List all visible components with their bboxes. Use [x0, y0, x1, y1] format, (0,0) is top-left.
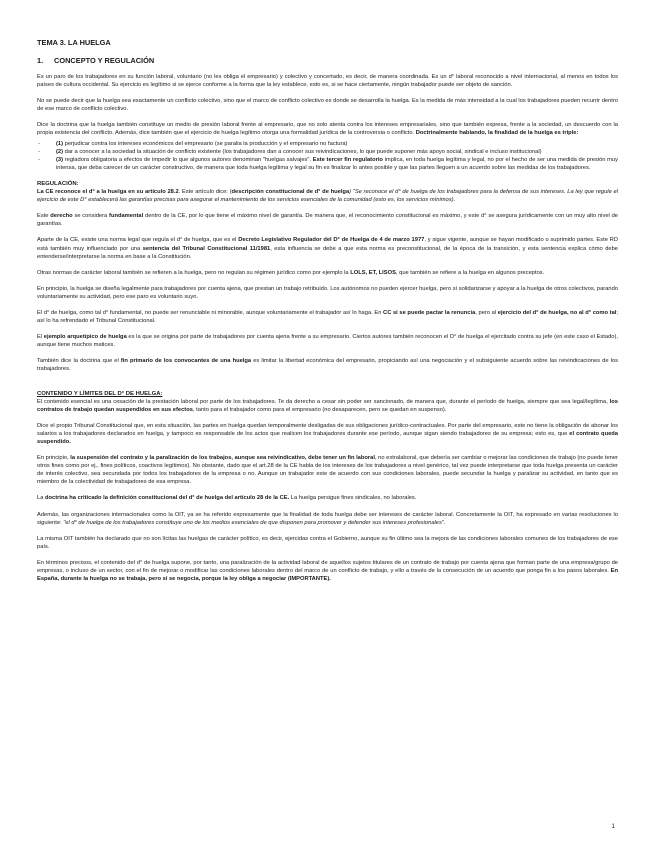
- paragraph-definition: Es un paro de los trabajadores en su función laboral, voluntario (no les obliga el empresario) y colectivo y concertado, es decir, de manera coordinada. Es un d° laboral reconocido a nivel internacional, al menos en todos los países de cultura occidental. Su ejercicio es legítimo si se ejerce conforme a la forma que la ley establece, esto es, si se hace ciertamente, ningún trabajador puede ser objeto de sanción.: [37, 74, 618, 89]
- content-heading: CONTENIDO Y LÍMITES DEL D° DE HUELGA:: [37, 390, 163, 397]
- paragraph-precise-terms: En términos precisos, el contenido del d° de huelga supone, por tanto, una paralización de la actividad laboral de aquellos sujetos titulares de un contrato de trabajo por cuenta ajena que forman parte de una empresa/grupo de empresas, o incluso de un sector, con el fin de mejorar o modificar las condiciones laborales dentro del marco de un conflicto de trabajo, y ello a través de la consecución de un acuerdo que ponga fin a los pasos laborales. En España, durante la huelga no se trabaja, pero sí se negocia, porque la ley obliga a negociar (IMPORTANTE).: [37, 559, 618, 583]
- paragraph-archetype: El ejemplo arquetípico de huelga es la que se origina por parte de trabajadores por cuenta ajena frente a su empresario. Ciertos autores también reconocen el D° de huelga el ejercitado contra su jefe (en este caso el Estado), aunque tiene muchos matices.: [37, 334, 618, 349]
- section-number: 1.: [37, 56, 44, 65]
- section-heading: [37, 56, 618, 65]
- section-title: CONCEPTO Y REGULACIÓN: [54, 56, 155, 65]
- paragraph-political-strikes: La misma OIT también ha declarado que no son lícitas las huelgas de carácter político, es decir, ejercidas contra el Gobierno, aunque su fin último sea la mejora de las condiciones laborales comunes de los trabajadores de ese país.: [37, 535, 618, 550]
- purpose-item: - (3) regladora obligatoria a efectos de impedir lo que algunos autores denominan "huelgas salvajes". Este tercer fin regulatorio implica, en toda huelga legítima y legal, no por el hecho de ser una medida de presión muy intensa, que deba carecer de un carácter constructivo, de manera que toda huelga legítima y legal su fin es finalizar lo antes posible y que las partes lleguen a un acuerdo sobre las medidas de los trabajadores.: [38, 156, 618, 171]
- purpose-item: - (1) perjudicar contra los intereses económicos del empresario (se paralia la producción y el empresario no factura): [38, 140, 348, 147]
- paragraph-other-norms: Otras normas de carácter laboral también se refieren a la huelga, pero no regulan su régimen jurídico como por ejemplo la LOLS, ET, LISOS, que también se refiere a la huelga en algunos preceptos.: [37, 269, 545, 276]
- paragraph-labour-aim: En principio, la suspensión del contrato y la paralización de los trabajos, aunque sea reivindicativo, debe tener un fin laboral, no extralaboral, que debería ser cambiar o mejorar las condiciones de trabajo (no puede tener otros fines como por ej., fines políticos, coactivos legítimos). No obstante, dado que el art.28 de la CE habla de los intereses de los trabajadores a nivel genérico, tal vez puede interpretarse que toda huelga presenta un carácter de interés colectivo, sea secundada por todos los trabajadores de la empresa o no. Aunque un trabajador este de acuerdo con sus condiciones laborales, puede secundar la huelga y paralizar su actividad, en tanto que es miembro de la colectividad de trabajadores de esa empresa.: [37, 455, 618, 486]
- purpose-list: [37, 140, 618, 172]
- paragraph-self-employed: En principio, la huelga se diseña legalmente para trabajadores por cuenta ajena, que prestan un trabajo retribuido. Los autónomos no pueden ejercer huelga, pero sí solidarizarse y apoyar a la huelga de otros colectivos, parando voluntariamente su actividad, pero ese paro es voluntario suyo.: [37, 285, 618, 300]
- paragraph-decree: Aparte de la CE, existe una norma legal que regula el d° de huelga, que es el Decreto Legislativo Regulador del D° de Huelga de 4 de marzo 1977, y sigue vigente, aunque se hayan modificado o suprimido partes. Este RD está también muy influenciado por una sentencia del Tribunal Constitucional 11/1981, esta influencia se debe a que esta norma es preconstitucional, de la época de la transición, y esta sentencia explica cómo debe entenderse/interpretarse la norma en base a la Constitución.: [37, 237, 618, 260]
- page-number: 1: [611, 823, 615, 830]
- document-title: TEMA 3. LA HUELGA: [37, 38, 111, 47]
- paragraph-tribunal: Dice el propio Tribunal Constitucional que, en esta situación, las partes en huelga quedan temporalmente desligadas de sus obligaciones jurídico-contractuales. Por parte del empresario, este no tiene la obligación de abonar los salarios a los trabajadores declarados en huelga, y tampoco es responsable de los actos que realicen los trabajadores durante ese período, aunque sigan siendo trabajadores de su empresa; esto es, que el contrato queda suspendido.: [37, 422, 618, 445]
- paragraph-doctrine: Dice la doctrina que la huelga también constituye un medio de presión laboral frente al empresario, que no solo atenta contra los intereses empresariales, sino que también expresa, frente a la sociedad, un descuerdo con la propia existencia del conflicto. Además, dice también que el ejercicio de huelga legítimo otorga una formalidad jurídica de la controversia o conflicto. Doctrinalmente hablando, la finalidad de la huelga es triple:: [37, 122, 618, 137]
- doctrine-emphasis: Doctrinalmente hablando, la finalidad de la huelga es triple:: [415, 130, 579, 137]
- paragraph-renunciation: El d° de huelga, como tal d° fundamental, no puede ser renunciable ni minorable, aunque voluntariamente el trabajador así lo haga. En CC si se puede pactar la renuncia, pero al ejercicio del d° de huelga, no al d° como tal; así lo ha refrendado el Tribunal Constitucional.: [37, 309, 618, 325]
- paragraph-criticism: La doctrina ha criticado la definición constitucional del d° de huelga del artículo 28 de la CE. La huelga persigue fines sindicales, no laborales.: [37, 495, 417, 502]
- paragraph-constitution: La CE reconoce el d° a la huelga en su artículo 28.2. Este artículo dice: (descripción constitucional de d° de huelga) "Se reconoce el d° de huelga de los trabajadores para la defensa de sus intereses. La ley que regule el ejercicio de este D° establecerá las garantías precisas para asegurar el mantenimiento de los servicios esenciales de la comunidad (esto es, los servicios mínimos).: [37, 189, 618, 204]
- paragraph-primary-aim: También dice la doctrina que el fin primario de los convocantes de una huelga es limitar la libertad económica del empresario, propiciando así una negociación y el subsiguiente acuerdo sobre las reivindicaciones de los trabajadores.: [37, 358, 618, 373]
- purpose-item: - (2) dar a conocer a la sociedad la situación de conflicto existente (los trabajadores dan a conocer sus reivindicaciones, lo que puede suponer más apoyo social, sindical e incluso institucional): [38, 148, 542, 155]
- paragraph-oit: Además, las organizaciones internacionales como la OIT, ya se ha referido expresamente que la finalidad de toda huelga debe ser intereses de carácter laboral. Concretamente la OIT, ha expresado en varias resoluciones lo siguiente: "el d° de huelga de los trabajadores constituye uno de los medios esenciales de que disponen para promover y defender sus intereses profesionales".: [37, 511, 618, 526]
- paragraph-fundamental-right: Este derecho se considera fundamental dentro de la CE, por lo que tiene el máximo nivel de garantía. De manera que, el reconocimiento constitucional es máximo, y este d° se asegura jurídicamente con un muy alto nivel de garantías.: [37, 213, 618, 228]
- paragraph-essential-content: El contenido esencial es una cesación de la prestación laboral por parte de los trabajadores. Te da derecho a cesar sin poder ser sancionado, de manera que, durante el período de huelga, siempre que sea legal/legítima, los contratos de trabajo quedan suspendidos en sus efectos, tanto para el trabajador como para el empresario (no desaparecen, pero se quedan en suspenso).: [37, 398, 618, 413]
- regulation-heading: REGULACIÓN:: [37, 180, 79, 187]
- paragraph-conflict: No se puede decir que la huelga sea exactamente un conflicto colectivo, sino que el marco de conflicto colectivo es donde se desarrolla la huelga. Es la medida de más intensidad a la cual los trabajadores pueden recurrir dentro de ese marco de conflicto colectivo.: [37, 98, 618, 113]
